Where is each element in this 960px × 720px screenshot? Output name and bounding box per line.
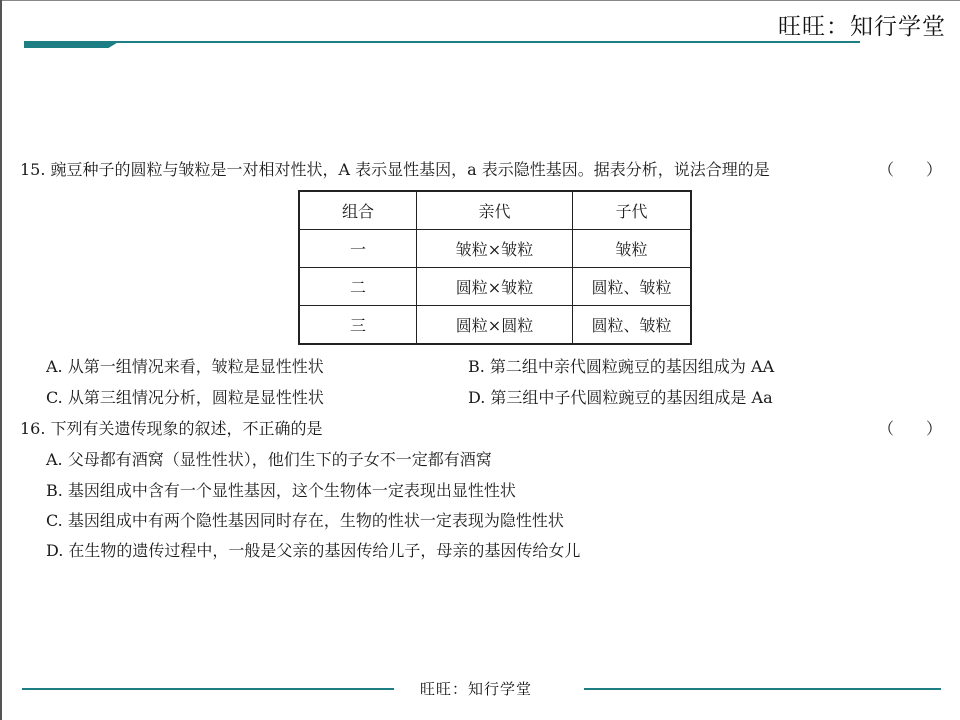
q16-option-c: C. 基因组成中有两个隐性基因同时存在，生物的性状一定表现为隐性性状	[46, 511, 564, 530]
footer-rule-left	[22, 688, 394, 690]
q16-stem: 16. 下列有关遗传现象的叙述，不正确的是	[20, 419, 323, 438]
q15-stem: 15. 豌豆种子的圆粒与皱粒是一对相对性状，A 表示显性基因，a 表示隐性基因。据表分析，说法合理的是	[20, 160, 770, 179]
table-header-row	[299, 191, 691, 230]
q16-option-a: A. 父母都有酒窝（显性性状），他们生下的子女不一定都有酒窝	[46, 450, 492, 469]
table-cell: 一	[299, 230, 417, 268]
q16-answer-paren: （ ）	[878, 419, 943, 438]
table-header-cell: 子代	[573, 191, 692, 230]
table-header-cell: 亲代	[417, 191, 573, 230]
table-cell: 圆粒、皱粒	[573, 268, 692, 306]
table-cell: 皱粒	[573, 230, 692, 268]
q15-option-c: C. 从第三组情况分析，圆粒是显性性状	[46, 388, 324, 407]
table-header-cell: 组合	[299, 191, 417, 230]
table-cell: 圆粒、皱粒	[573, 306, 692, 345]
q16-option-b: B. 基因组成中含有一个显性基因，这个生物体一定表现出显性性状	[46, 481, 516, 500]
q15-option-d: D. 第三组中子代圆粒豌豆的基因组成是 Aa	[468, 388, 773, 407]
footer-rule-right	[584, 688, 941, 690]
footer-text: 旺旺：知行学堂	[420, 680, 533, 698]
table-cell: 圆粒×圆粒	[417, 306, 573, 345]
table-row	[299, 268, 691, 306]
table-cell: 二	[299, 268, 417, 306]
table-cell: 皱粒×皱粒	[417, 230, 573, 268]
table-row	[299, 230, 691, 268]
q15-answer-paren: （ ）	[878, 160, 943, 179]
table-cell: 三	[299, 306, 417, 345]
q15-option-b: B. 第二组中亲代圆粒豌豆的基因组成为 AA	[468, 357, 775, 376]
table-cell: 圆粒×皱粒	[417, 268, 573, 306]
table-row	[299, 306, 691, 345]
q15-option-a: A. 从第一组情况来看，皱粒是显性性状	[46, 357, 324, 376]
q16-option-d: D. 在生物的遗传过程中，一般是父亲的基因传给儿子，母亲的基因传给女儿	[46, 541, 581, 560]
header-title: 旺旺：知行学堂	[778, 14, 946, 40]
q15-table	[298, 190, 692, 345]
